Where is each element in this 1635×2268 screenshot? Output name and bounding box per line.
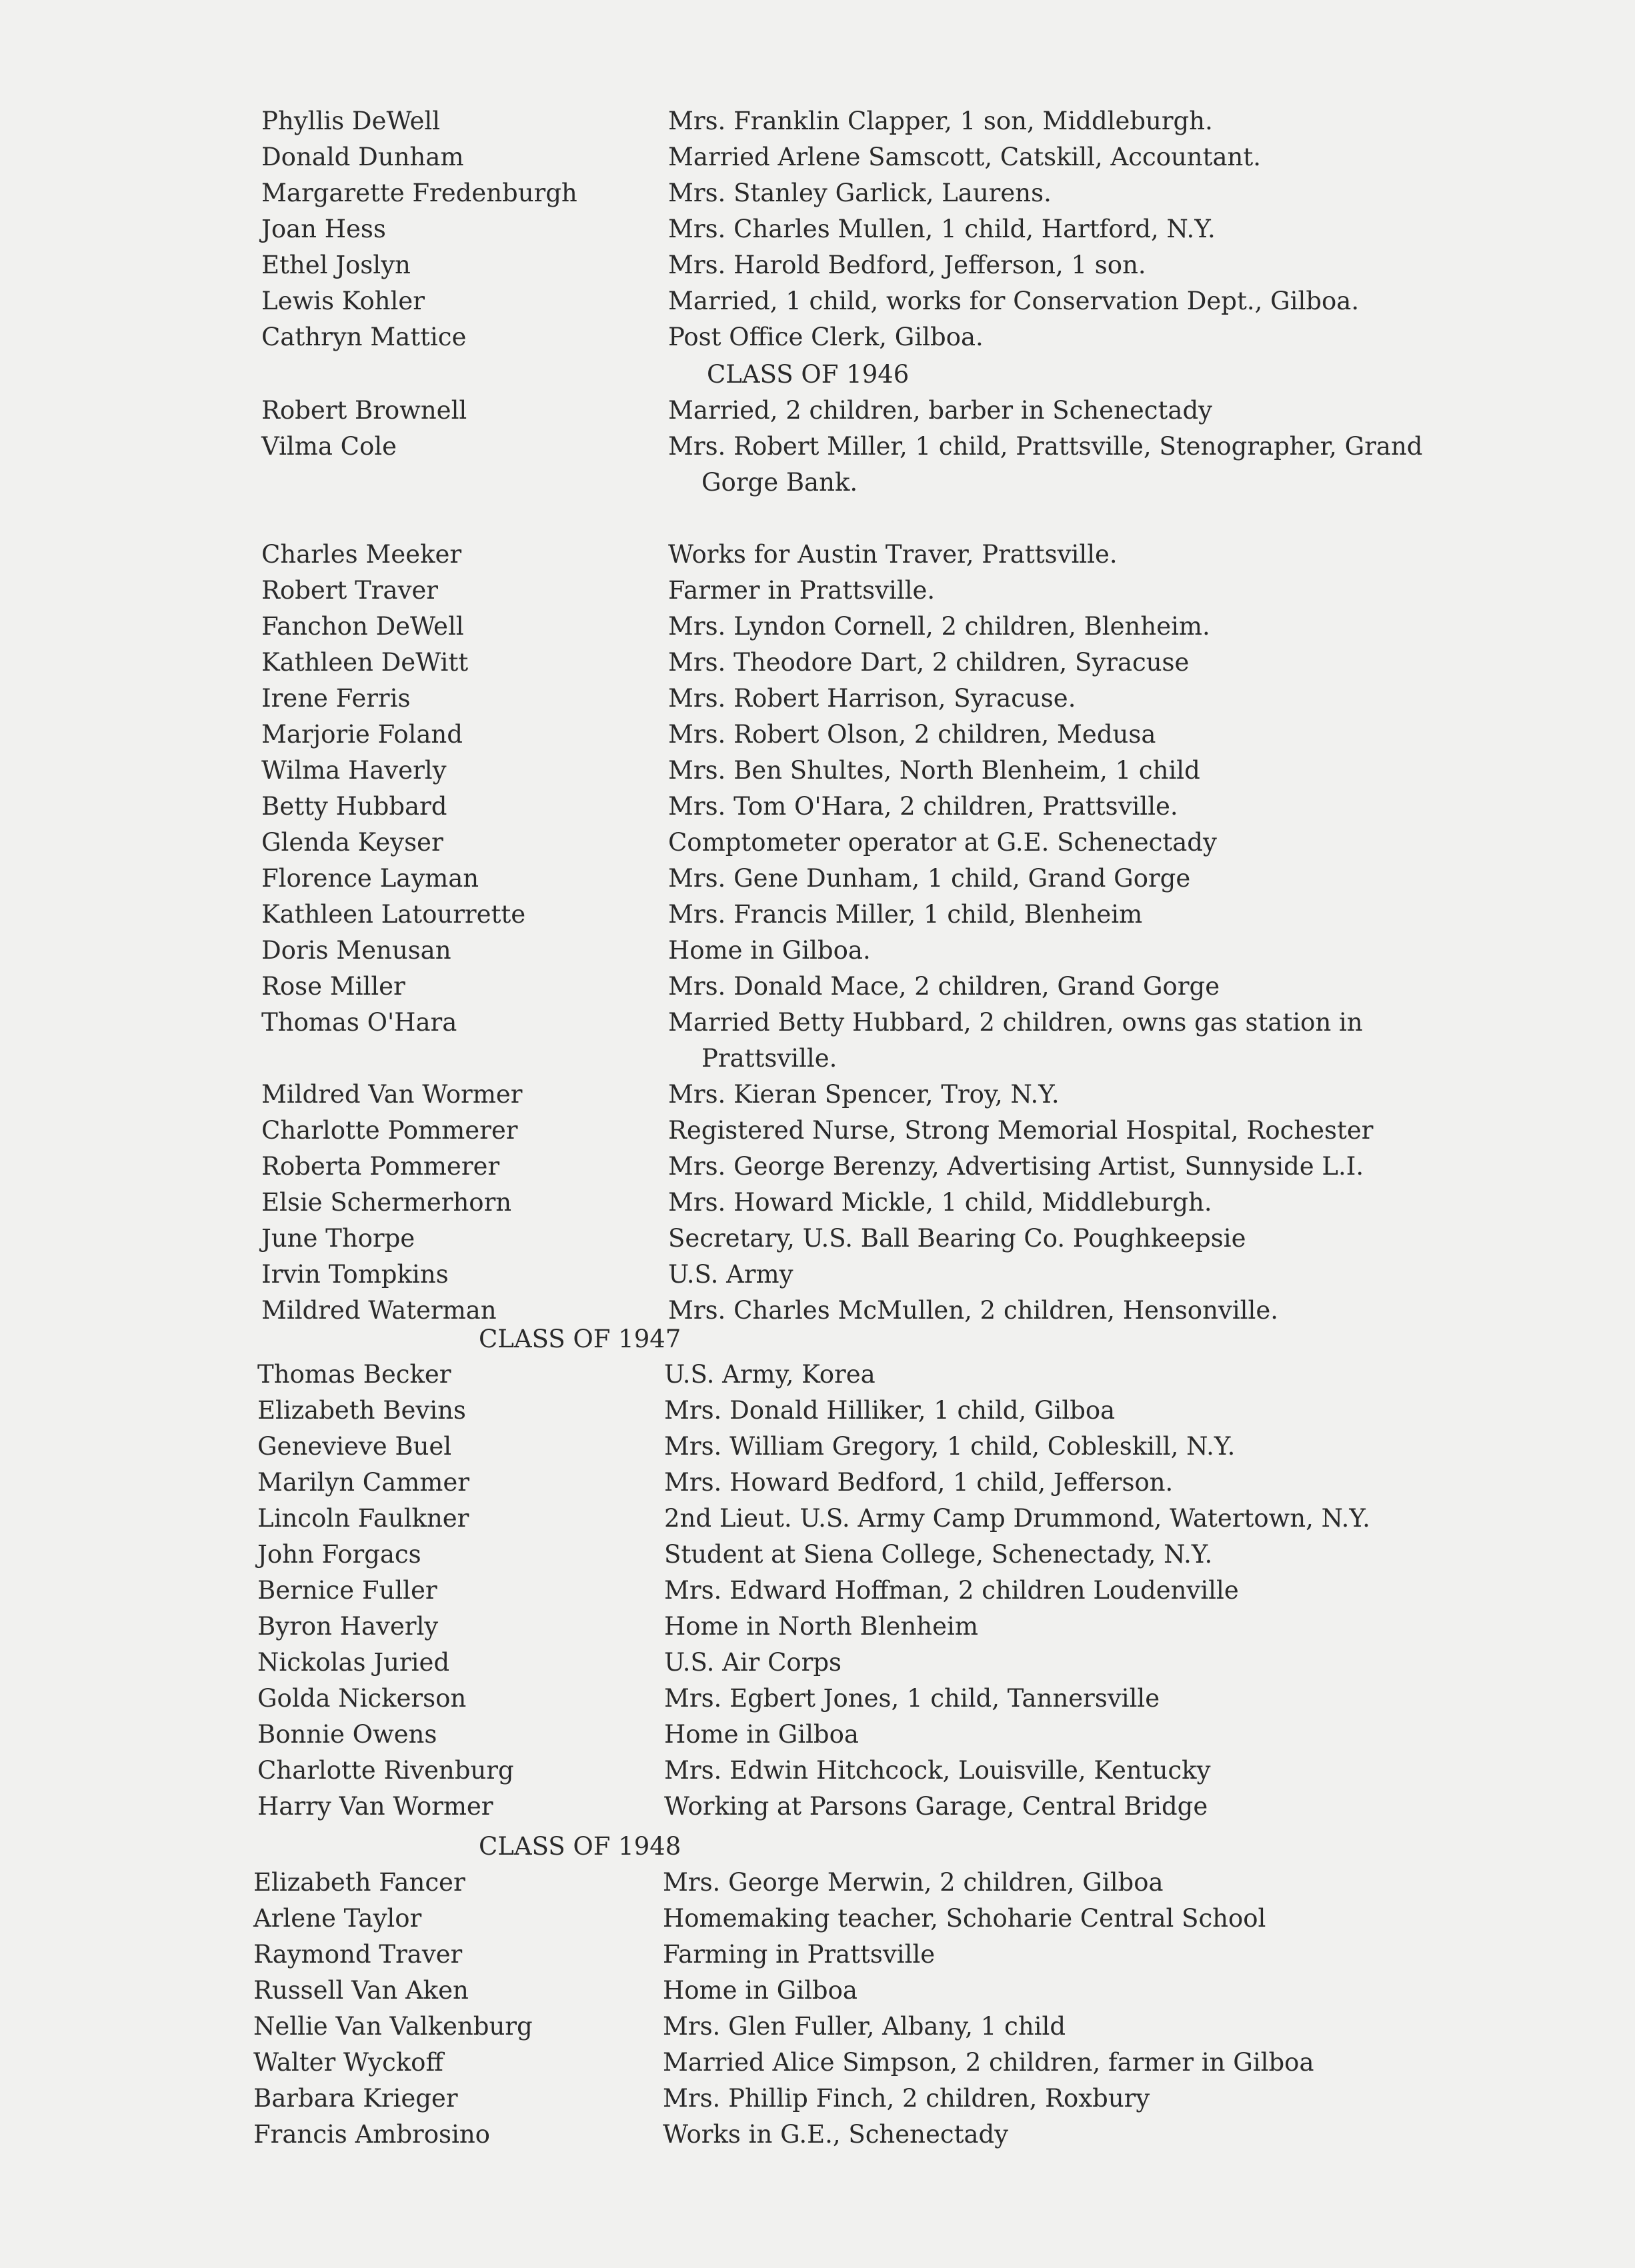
alumni-info: Mrs. William Gregory, 1 child, Cobleskill, N.Y. [664,1432,1236,1461]
alumni-name: Marjorie Foland [261,720,463,749]
alumni-name: Francis Ambrosino [253,2120,490,2149]
alumni-info: Works for Austin Traver, Prattsville. [668,540,1118,569]
alumni-info: Homemaking teacher, Schoharie Central School [663,1904,1266,1933]
alumni-name: Kathleen DeWitt [261,648,469,677]
alumni-name: Charles Meeker [261,540,462,569]
alumni-name: John Forgacs [257,1540,421,1569]
alumni-info: Married Arlene Samscott, Catskill, Accountant. [668,143,1262,171]
alumni-name: Charlotte Pommerer [261,1116,518,1145]
alumni-name: Byron Haverly [257,1612,439,1641]
alumni-info: Secretary, U.S. Ball Bearing Co. Poughkeepsie [668,1224,1246,1253]
alumni-name: Margarette Fredenburgh [261,179,577,207]
alumni-info: Comptometer operator at G.E. Schenectady [668,828,1217,857]
alumni-info: Mrs. Harold Bedford, Jefferson, 1 son. [668,251,1146,279]
alumni-name: Thomas Becker [257,1360,451,1389]
alumni-info: Mrs. Phillip Finch, 2 children, Roxbury [663,2084,1150,2113]
alumni-info: Mrs. George Merwin, 2 children, Gilboa [663,1868,1164,1897]
alumni-name: Genevieve Buel [257,1432,452,1461]
class-heading: CLASS OF 1948 [479,1832,681,1861]
alumni-name: Irvin Tompkins [261,1260,449,1289]
alumni-name: Donald Dunham [261,143,464,171]
alumni-name: June Thorpe [261,1224,415,1253]
class-heading: CLASS OF 1947 [479,1325,681,1353]
alumni-name: Marilyn Cammer [257,1468,469,1497]
alumni-name: Fanchon DeWell [261,612,464,641]
alumni-name: Betty Hubbard [261,792,447,821]
alumni-info: Mrs. Edward Hoffman, 2 children Loudenville [664,1576,1239,1605]
alumni-info: Married Betty Hubbard, 2 children, owns gas station in [668,1008,1363,1037]
alumni-info-continued: Prattsville. [701,1044,838,1073]
alumni-info: U.S. Army, Korea [664,1360,876,1389]
alumni-name: Glenda Keyser [261,828,443,857]
alumni-name: Mildred Waterman [261,1296,497,1325]
alumni-name: Robert Brownell [261,396,467,425]
alumni-info: Married Alice Simpson, 2 children, farmer in Gilboa [663,2048,1314,2077]
alumni-info: U.S. Army [668,1260,793,1289]
alumni-info: Mrs. Tom O'Hara, 2 children, Prattsville. [668,792,1178,821]
alumni-info: Mrs. Edwin Hitchcock, Louisville, Kentucky [664,1756,1211,1785]
alumni-info: Farmer in Prattsville. [668,576,936,605]
alumni-info: Mrs. Donald Hilliker, 1 child, Gilboa [664,1396,1116,1425]
alumni-info: Mrs. Charles McMullen, 2 children, Hensonville. [668,1296,1278,1325]
alumni-info: 2nd Lieut. U.S. Army Camp Drummond, Watertown, N.Y. [664,1504,1370,1533]
alumni-name: Kathleen Latourrette [261,900,526,929]
alumni-name: Wilma Haverly [261,756,447,785]
alumni-info: Home in Gilboa. [668,936,871,965]
alumni-name: Florence Layman [261,864,479,893]
alumni-info: Mrs. Ben Shultes, North Blenheim, 1 child [668,756,1200,785]
alumni-info: Mrs. Robert Harrison, Syracuse. [668,684,1076,713]
alumni-info: Mrs. George Berenzy, Advertising Artist, Sunnyside L.I. [668,1152,1364,1181]
alumni-name: Bernice Fuller [257,1576,437,1605]
alumni-name: Bonnie Owens [257,1720,437,1749]
alumni-info: Registered Nurse, Strong Memorial Hospital, Rochester [668,1116,1374,1145]
alumni-info-continued: Gorge Bank. [701,468,858,497]
alumni-name: Harry Van Wormer [257,1792,493,1821]
alumni-name: Elsie Schermerhorn [261,1188,512,1217]
alumni-name: Mildred Van Wormer [261,1080,523,1109]
alumni-info: Working at Parsons Garage, Central Bridge [664,1792,1208,1821]
alumni-name: Golda Nickerson [257,1684,467,1713]
alumni-name: Robert Traver [261,576,438,605]
alumni-name: Joan Hess [261,215,386,243]
alumni-info: Mrs. Lyndon Cornell, 2 children, Blenheim. [668,612,1210,641]
alumni-info: Mrs. Kieran Spencer, Troy, N.Y. [668,1080,1060,1109]
alumni-name: Doris Menusan [261,936,451,965]
alumni-info: Mrs. Stanley Garlick, Laurens. [668,179,1052,207]
alumni-name: Thomas O'Hara [261,1008,457,1037]
alumni-name: Walter Wyckoff [253,2048,443,2077]
class-heading: CLASS OF 1946 [707,360,910,389]
alumni-name: Nickolas Juried [257,1648,450,1677]
alumni-name: Lincoln Faulkner [257,1504,469,1533]
alumni-name: Barbara Krieger [253,2084,458,2113]
alumni-name: Charlotte Rivenburg [257,1756,514,1785]
alumni-info: Mrs. Franklin Clapper, 1 son, Middleburgh. [668,107,1213,135]
alumni-info: Mrs. Egbert Jones, 1 child, Tannersville [664,1684,1160,1713]
alumni-info: Works in G.E., Schenectady [663,2120,1009,2149]
alumni-name: Lewis Kohler [261,287,425,315]
alumni-name: Irene Ferris [261,684,411,713]
alumni-name: Vilma Cole [261,432,397,461]
alumni-info: Farming in Prattsville [663,1940,936,1969]
alumni-name: Nellie Van Valkenburg [253,2012,533,2041]
alumni-info: Married, 2 children, barber in Schenectady [668,396,1213,425]
alumni-info: Home in North Blenheim [664,1612,978,1641]
alumni-name: Raymond Traver [253,1940,463,1969]
alumni-name: Cathryn Mattice [261,323,467,351]
alumni-info: Home in Gilboa [664,1720,859,1749]
alumni-name: Elizabeth Bevins [257,1396,466,1425]
alumni-info: Married, 1 child, works for Conservation Dept., Gilboa. [668,287,1360,315]
alumni-info: Mrs. Donald Mace, 2 children, Grand Gorge [668,972,1220,1001]
alumni-info: Home in Gilboa [663,1976,858,2005]
alumni-info: U.S. Air Corps [664,1648,842,1677]
alumni-info: Mrs. Glen Fuller, Albany, 1 child [663,2012,1066,2041]
alumni-info: Student at Siena College, Schenectady, N.Y. [664,1540,1213,1569]
alumni-info: Mrs. Francis Miller, 1 child, Blenheim [668,900,1143,929]
alumni-name: Roberta Pommerer [261,1152,500,1181]
alumni-info: Mrs. Robert Miller, 1 child, Prattsville, Stenographer, Grand [668,432,1423,461]
alumni-info: Mrs. Gene Dunham, 1 child, Grand Gorge [668,864,1191,893]
alumni-name: Rose Miller [261,972,405,1001]
alumni-info: Mrs. Theodore Dart, 2 children, Syracuse [668,648,1190,677]
alumni-name: Phyllis DeWell [261,107,441,135]
alumni-name: Ethel Joslyn [261,251,411,279]
alumni-name: Russell Van Aken [253,1976,469,2005]
alumni-info: Mrs. Charles Mullen, 1 child, Hartford, N.Y. [668,215,1216,243]
alumni-info: Mrs. Howard Bedford, 1 child, Jefferson. [664,1468,1174,1497]
alumni-info: Mrs. Robert Olson, 2 children, Medusa [668,720,1156,749]
alumni-info: Post Office Clerk, Gilboa. [668,323,984,351]
alumni-name: Arlene Taylor [253,1904,422,1933]
alumni-info: Mrs. Howard Mickle, 1 child, Middleburgh. [668,1188,1212,1217]
alumni-name: Elizabeth Fancer [253,1868,465,1897]
